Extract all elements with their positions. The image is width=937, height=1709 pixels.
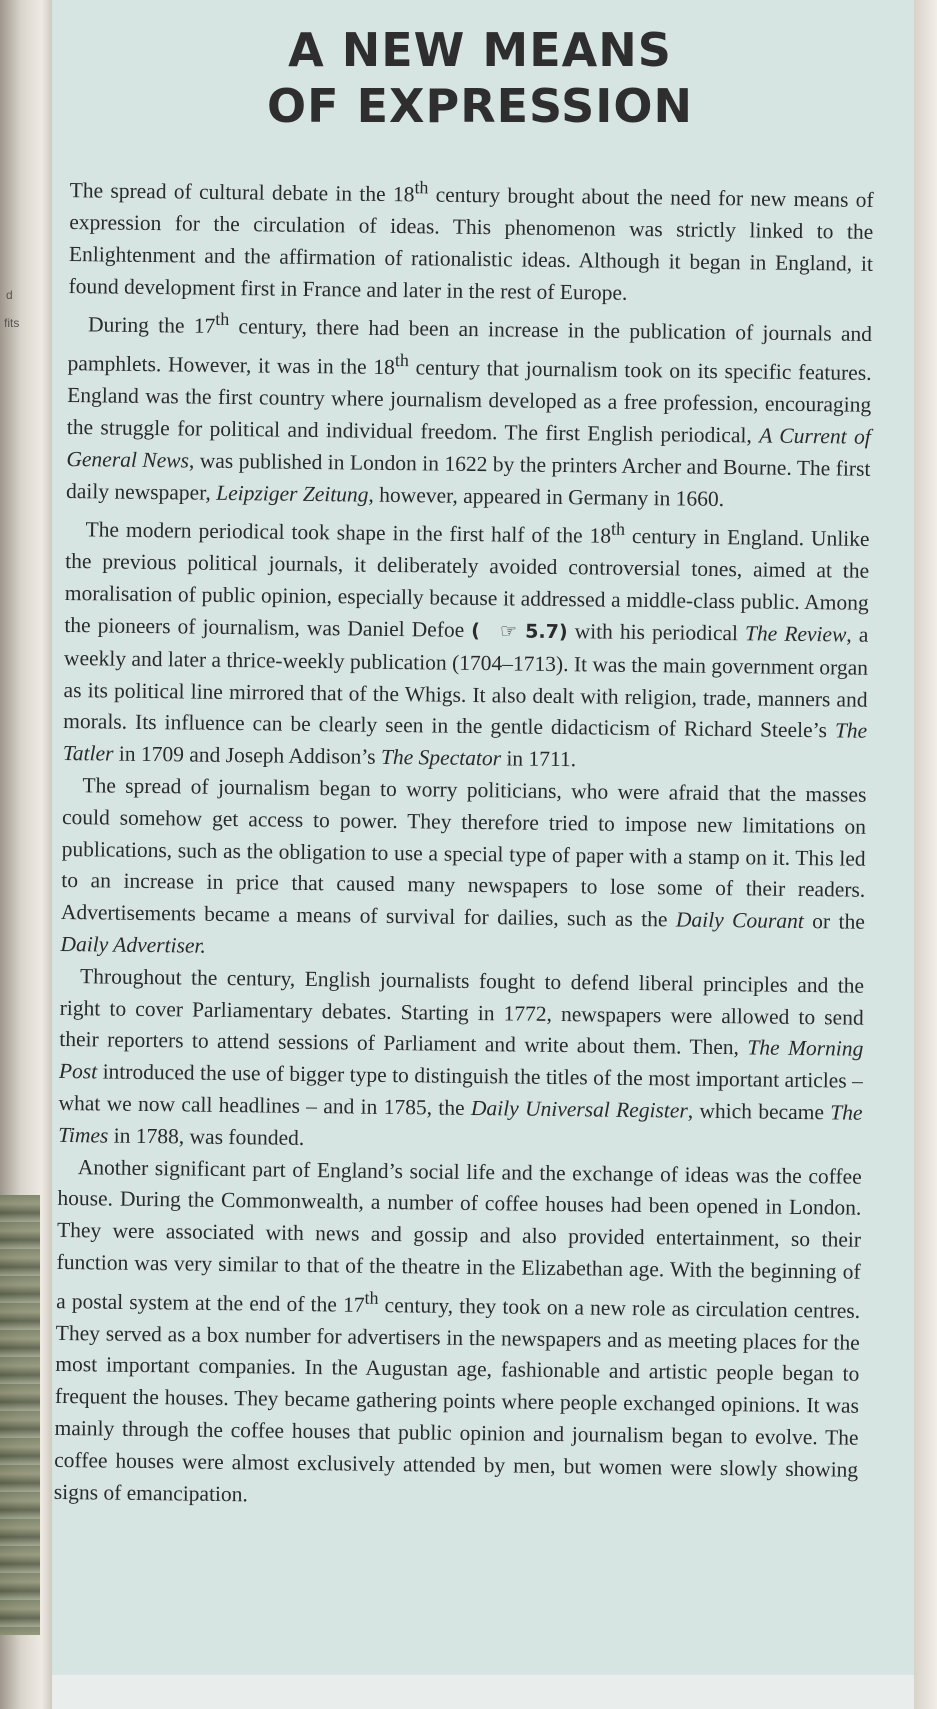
superscript: th: [414, 177, 429, 198]
paragraph-5: [58, 961, 864, 1162]
publication-title: The Spectator: [380, 745, 502, 771]
text-run: introduced the use of bigger type to distinguish the titles of the most important articles – what we now call headlines – and in 1785, the: [58, 1059, 864, 1120]
publication-title: The Morning Post: [58, 1035, 864, 1084]
text-run: , a weekly and later a thrice-weekly publication (1704–1713). It was the main government organ as its political line mirrored that of the Whigs. It also dealt with religion, trade, manners and morals. Its influence can be clearly seen in the gentle didacticism of Richard Steele’s: [63, 622, 869, 743]
text-run: century, there had been an increase in the publication of journals and pamphlets. However, it was in the 18: [67, 314, 873, 380]
text-run: The modern periodical took shape in the first half of the 18: [85, 517, 612, 549]
paragraph-4: [60, 770, 866, 971]
adjacent-page-photo: [0, 1195, 40, 1635]
margin-note: fits: [4, 316, 20, 330]
superscript: th: [611, 519, 626, 540]
text-run: , which became: [687, 1098, 831, 1125]
margin-note: d: [6, 288, 13, 302]
text-run: century brought about the need for new means of expression for the circulation of ideas. This phenomenon was strictly linked to the Enlightenment and the affirmation of rationalistic ideas. Although it began in England, it found development first in France and later in the rest of Europe.: [68, 182, 874, 305]
text-run: Throughout the century, English journalists fought to defend liberal principles and the right to cover Parliamentary debates. Starting in 1772, newspapers were allowed to send their reporters to attend sessions of Parliament and write about them. Then,: [59, 963, 865, 1060]
publication-title: Leipziger Zeitung: [216, 480, 369, 507]
publication-title: Daily Universal Register: [470, 1095, 688, 1123]
paragraph-3: [63, 507, 870, 779]
text-run: in 1711.: [500, 746, 577, 772]
text-run: in 1709 and Joseph Addison’s: [113, 741, 382, 770]
publication-title: The Times: [58, 1100, 863, 1148]
publication-title: Daily Advertiser.: [60, 931, 206, 958]
superscript: th: [364, 1287, 379, 1308]
text-run: with his periodical: [567, 619, 746, 646]
paragraph-6: [54, 1151, 862, 1518]
text-run: century, they took on a new role as circulation centres. They served as a box number for advertisers in the newspapers and as meeting places for the most important companies. In the Augustan age, fashionable and artistic people began to frequent the houses. They became gathering points where people exchanged opinions. It was mainly through the coffee houses that public opinion and journalism began to evolve. The coffee houses were almost exclusively attended by men, but women were slowly showing signs of emancipation.: [53, 1292, 861, 1506]
text-run: During the 17: [87, 312, 216, 339]
text-run: The spread of journalism began to worry politicians, who were afraid that the masses could somehow get access to power. They therefore tried to impose new limitations on publications, such as the obligation to use a special type of paper with a stamp on it. This led to an increase in price that caused many newspapers to lose some of their readers. Advertisements became a means of survival for dailies, such as the: [60, 773, 867, 932]
paragraph-1: [68, 168, 874, 312]
text-run: or the: [803, 909, 865, 934]
text-run: in 1788, was founded.: [108, 1123, 305, 1150]
title-line-1: A NEW MEANS: [288, 23, 672, 77]
text-run: , however, appeared in Germany in 1660.: [368, 482, 725, 511]
page-edge: [914, 0, 937, 1709]
superscript: th: [394, 350, 410, 371]
text-run: , was published in London in 1622 by the printers Archer and Bourne. The first daily newspaper,: [65, 448, 871, 505]
publication-title: The Tatler: [62, 718, 868, 766]
article-body: [54, 168, 874, 1518]
publication-title: A Current of General News: [66, 423, 871, 473]
text-run: The spread of cultural debate in the 18: [69, 178, 415, 207]
text-run: Another significant part of England’s social life and the exchange of ideas was the coffee house. During the Commonwealth, a number of coffee houses had been opened in London. They were associated with news and gossip and also provided entertainment, so their function was very similar to that of the theatre in the Elizabethan age. With the beginning of a postal system at the end of the 17: [56, 1154, 862, 1317]
publication-title: The Review: [744, 621, 847, 647]
paragraph-2: [66, 302, 872, 517]
ref-number: 5.7): [516, 620, 568, 644]
cross-reference[interactable]: [471, 620, 568, 643]
ref-paren: (: [471, 619, 481, 643]
pointing-hand-icon: ☞: [499, 620, 518, 643]
page-title: [200, 22, 760, 134]
superscript: th: [215, 309, 230, 330]
text-run: century that journalism took on its specific features. England was the first country where journalism developed as a free profession, encouraging the struggle for political and individual freedom. The first English periodical,: [66, 355, 872, 448]
title-line-2: OF EXPRESSION: [267, 79, 693, 134]
text-run: century in England. Unlike the previous political journals, it deliberately avoided controversial tones, aimed at the moralisation of public opinion, especially because it addressed a middle-class public. Among the pioneers of journalism, was Daniel Defoe: [64, 524, 870, 642]
publication-title: Daily Courant: [675, 907, 804, 934]
